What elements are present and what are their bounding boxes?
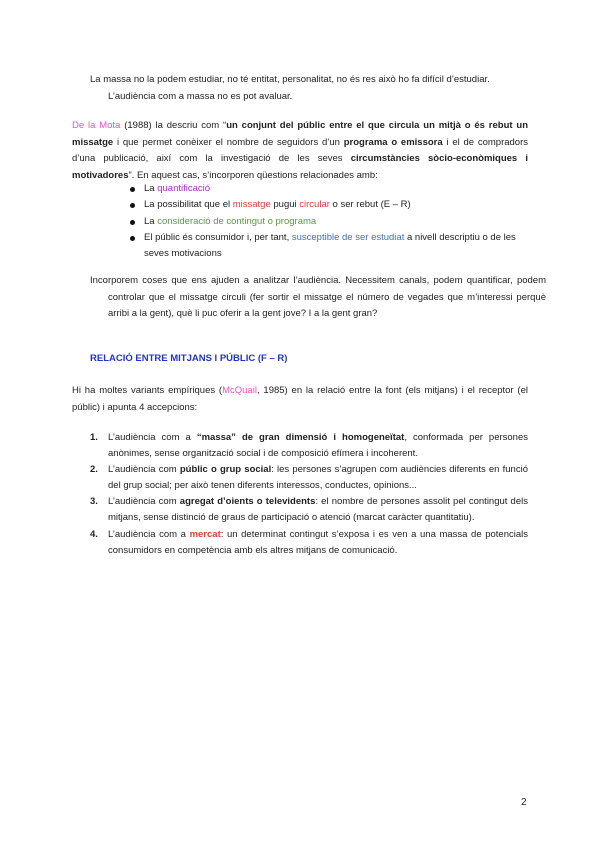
intro-line-2: L’audiència com a massa no es pot avaluar.	[108, 90, 293, 102]
list-item: La quantificació	[130, 181, 528, 197]
questions-bullet-list	[130, 181, 528, 262]
list-item: El públic és consumidor i, per tant, susceptible de ser estudiat a nivell descriptiu o de les seves motivacions	[130, 230, 528, 263]
accepcions-numbered-list	[90, 430, 528, 559]
list-item: 3. L’audiència com agregat d’oients o televidents: el nombre de persones assolit pel contingut dels mitjans, sense distinció de graus de participació o atenció (marcat caràcter quantitatiu).	[90, 496, 528, 524]
intro-line-1: La massa no la podem estudiar, no té entitat, personalitat, no és res això ho fa difícil d’estudiar.	[90, 74, 490, 85]
list-item: 1. L’audiència com a “massa” de gran dimensió i homogeneïtat, conformada per persones anònimes, sense organització social i de composició efímera i incoherent.	[90, 432, 528, 460]
incorporem-paragraph: Incorporem coses que ens ajuden a analitzar l’audiència. Necessitem canals, podem quantificar, podem controlar que el missatge circuli (fer sortir el missatge el número de vegades que m’interessi perquè arribi a la gent), què li puc oferir a la gent jove? I a la gent gran?	[90, 275, 546, 319]
de-la-mota-paragraph: De la Mota (1988) la descriu com “un conjunt del públic entre el que circula un mitjà o és rebut un missatge i que permet conèixer el nombre de seguidors d’un programa o emissora i el de compradors d’una publicació, així com la investigació de les seves circumstàncies sòcio-econòmiques i motivadores”. En aquest cas, s’incorporen qüestions relacionades amb:	[72, 120, 529, 181]
mcquail-paragraph: Hi ha moltes variants empíriques (McQuail, 1985) en la relació entre la font (els mitjans) i el receptor (el públic) i apunta 4 accepcions:	[72, 385, 528, 413]
list-item: La consideració de contingut o programa	[130, 214, 528, 230]
author-de-la-mota: De la Mota	[72, 120, 121, 131]
page-number: 2	[521, 797, 527, 808]
list-item: 2. L’audiència com públic o grup social: les persones s’agrupen com audiències diferents en funció del grup social; per això tenen diferents interessos, conductes, opinions...	[90, 464, 528, 492]
list-item: La possibilitat que el missatge pugui circular o ser rebut (E – R)	[130, 197, 528, 213]
intro-paragraph	[90, 72, 530, 105]
author-mcquail: McQuail	[222, 385, 257, 396]
list-item: 4. L’audiència com a mercat: un determinat contingut s’exposa i es ven a una massa de potencials consumidors en competència amb els altres mitjans de comunicació.	[90, 528, 528, 556]
section-heading: RELACIÓ ENTRE MITJANS I PÚBLIC (F – R)	[90, 353, 288, 364]
